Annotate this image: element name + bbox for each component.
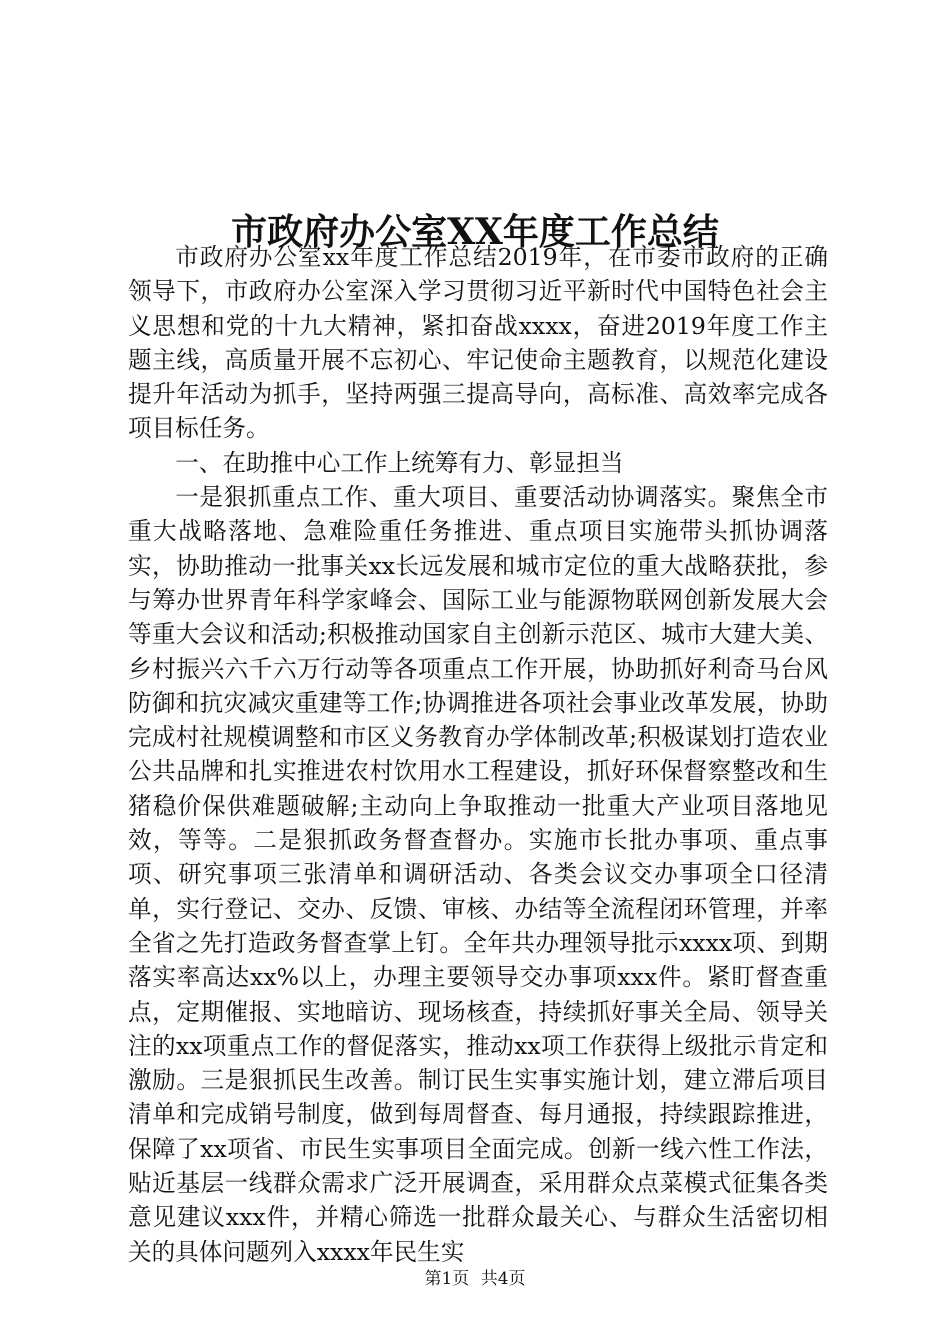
body-paragraph-intro: 市政府办公室xx年度工作总结2019年，在市委市政府的正确领导下，市政府办公室深入学习贯彻习近平新时代中国特色社会主义思想和党的十九大精神，紧扣奋战xxxx，奋进2019年度工作主题主线，高质量开展不忘初心、牢记使命主题教育，以规范化建设提升年活动为抓手，坚持两强三提高导向，高标准、高效率完成各项目标任务。 — [128, 243, 828, 443]
page-footer — [0, 1267, 950, 1291]
section-heading: 一、在助推中心工作上统筹有力、彰显担当 — [175, 448, 624, 477]
document-body — [128, 240, 828, 1269]
body-paragraph-main: 一是狠抓重点工作、重大项目、重要活动协调落实。聚焦全市重大战略落地、急难险重任务推进、重点项目实施带头抓协调落实，协助推动一批事关xx长远发展和城市定位的重大战略获批，参与筹办世界青年科学家峰会、国际工业与能源物联网创新发展大会等重大会议和活动;积极推动国家自主创新示范区、城市大建大美、乡村振兴六千六万行动等各项重点工作开展，协助抓好利奇马台风防御和抗灾减灾重建等工作;协调推进各项社会事业改革发展，协助完成村社规模调整和市区义务教育办学体制改革;积极谋划打造农业公共品牌和扎实推进农村饮用水工程建设，抓好环保督察整改和生猪稳价保供难题破解;主动向上争取推动一批重大产业项目落地见效，等等。二是狠抓政务督查督办。实施市长批办事项、重点事项、研究事项三张清单和调研活动、各类会议交办事项全口径清单，实行登记、交办、反馈、审核、办结等全流程闭环管理，并率全省之先打造政务督查掌上钉。全年共办理领导批示xxxx项、到期落实率高达xx%以上，办理主要领导交办事项xxx件。紧盯督查重点，定期催报、实地暗访、现场核查，持续抓好事关全局、领导关注的xx项重点工作的督促落实，推动xx项工作获得上级批示肯定和激励。三是狠抓民生改善。制订民生实事实施计划，建立滞后项目清单和完成销号制度，做到每周督查、每月通报，持续跟踪推进，保障了xx项省、市民生实事项目全面完成。创新一线六性工作法，贴近基层一线群众需求广泛开展调查，采用群众点菜模式征集各类意见建议xxx件，并精心筛选一批群众最关心、与群众生活密切相关的具体问题列入xxxx年民生实 — [128, 483, 828, 1266]
page-total: 共4页 — [480, 1269, 526, 1289]
document-title: 市政府办公室XX年度工作总结 — [231, 211, 719, 254]
page-number: 第1页 — [424, 1269, 470, 1289]
